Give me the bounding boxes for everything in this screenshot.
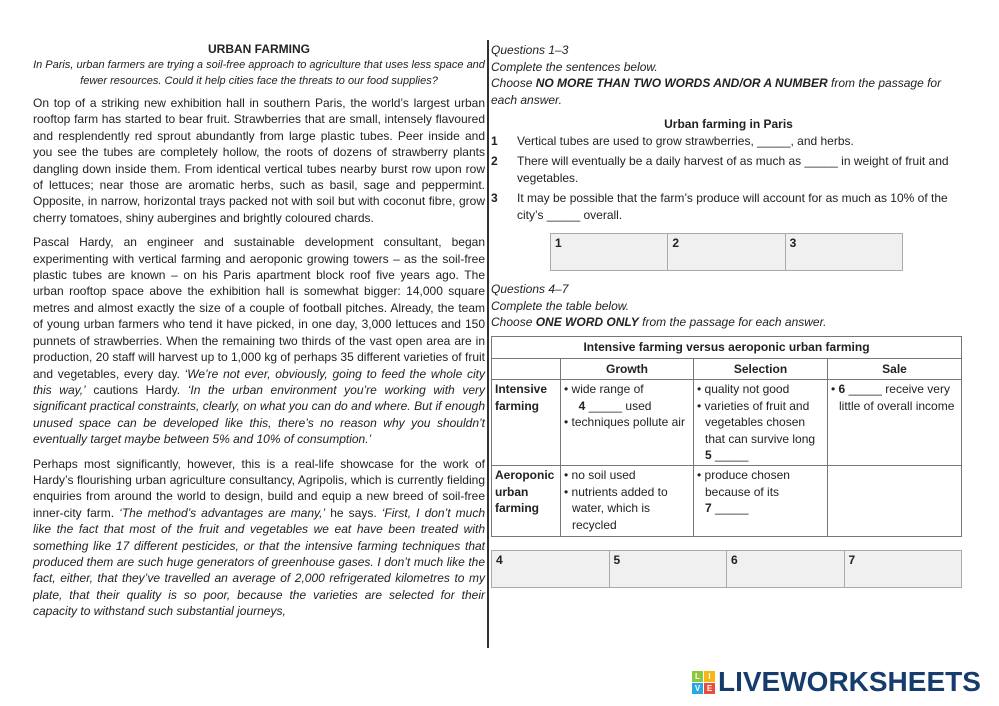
text: Pascal Hardy, an engineer and sustainable development consultant, began experimenting with vertical farming and aeroponic growing towers – as the soil-free plastic tubes are known – on his Paris apartment block roof five years ago. The urban rooftop space above the exhibition hall is somewhat bigger: 14,000 square metres and almost exactly the size of a couple of football pitches. Already, the team of young urban farmers who tend it have picked, in one day, 3,000 lettuces and 150 punnets of strawberries. When the remaining two thirds of the vast open area are in production, 20 staff will harvest up to 1,000 kg of perhaps 35 different varieties of fruit and vegetables, every day.	[33, 235, 485, 381]
answer-input-5[interactable]: 5	[610, 551, 728, 587]
question-item	[491, 153, 966, 186]
gap-number: 5	[705, 448, 712, 462]
row-header: Intensive farming	[492, 380, 561, 466]
question-item	[491, 133, 966, 150]
row-header: Aeroponic urban farming	[492, 466, 561, 537]
col-header: Selection	[694, 358, 828, 380]
text: Choose	[491, 315, 536, 329]
passage-title: URBAN FARMING	[208, 42, 310, 56]
quote: ‘We’re not ever, obviously, going to feed the whole city this way,’	[33, 366, 486, 397]
text: quality not good	[704, 382, 790, 396]
questions-heading: Questions 4–7	[491, 282, 569, 296]
tile: V	[692, 683, 703, 694]
comparison-table	[491, 336, 962, 537]
tile: E	[704, 683, 715, 694]
answer-input-3[interactable]: 3	[789, 236, 797, 250]
passage-subtitle: In Paris, urban farmers are trying a soil-free approach to agriculture that uses less space and fewer resources. Could it help cities face the threats to our food supplies?	[33, 59, 485, 87]
tile: I	[704, 671, 715, 682]
emphasis: NO MORE THAN TWO WORDS AND/OR A NUMBER	[535, 76, 828, 90]
column-divider	[487, 40, 489, 648]
gap-number: 7	[705, 501, 712, 515]
gap-number: 6	[838, 382, 846, 396]
bullet: • 6 _____ receive very little of overall income	[831, 382, 955, 413]
question-number: 2	[491, 154, 498, 168]
text: techniques pollute air	[571, 415, 685, 429]
cell	[828, 380, 962, 466]
answer-input-2[interactable]: 2	[668, 234, 785, 270]
quote: ‘First, I don’t much like the fact that most of the fruit and vegetables we eat have been treated with something like 17 different pesticides, or that the intensive farming techniques that produced them are such huge generators of greenhouse gases. I don’t much like the fact, either, that they’ve travelled an average of 2,000 refrigerated kilometres to my plate, that their quality is so poor, because the varieties are selected for their capacity to withstand such substantial journeys,	[33, 505, 486, 619]
bullet: • techniques pollute air	[564, 415, 685, 429]
text: no soil used	[571, 468, 636, 482]
text: wide range of	[571, 382, 644, 396]
bullet: • wide range of 4 _____ used	[564, 382, 652, 413]
question-text: It may be possible that the farm’s produce will account for as much as 10% of the city’s _____ overall.	[517, 191, 948, 222]
text: he says.	[325, 505, 382, 520]
instruction	[491, 314, 966, 331]
text: Choose	[491, 76, 536, 90]
text: _____	[711, 448, 749, 462]
table-row	[492, 380, 962, 466]
answer-boxes-1-3	[550, 233, 903, 271]
cell	[694, 380, 828, 466]
table-title: Intensive farming versus aeroponic urban farming	[492, 337, 962, 359]
text: _____ used	[585, 398, 652, 413]
logo-text: LIVEWORKSHEETS	[718, 666, 981, 697]
text: cautions Hardy.	[85, 382, 188, 397]
bullet: • quality not good	[697, 382, 790, 396]
gap-number: 4	[578, 398, 586, 413]
paragraph-1: On top of a striking new exhibition hall in southern Paris, the world’s largest urban rooftop farm has started to bear fruit. Strawberries that are small, intensely flavoured and resplendently red sprout abundantly from large plastic tubes. Peer inside and you see the tubes are completely hollow, the roots of dozens of strawberry plants dangling down inside them. From identical vertical tubes nearby burst row upon row of lettuces; near those are aromatic herbs, such as basil, sage and peppermint. Opposite, in narrow, horizontal trays packed not with soil but with coconut fibre, grow cherry tomatoes, shiny aubergines and brightly coloured chards.	[33, 96, 485, 225]
answer-input-4[interactable]: 4	[492, 551, 610, 587]
answer-input-6[interactable]: 6	[727, 551, 845, 587]
text: Perhaps most significantly, however, this is a real-life showcase for the work of Hardy’s flourishing urban agriculture consultancy, Agripolis, which is currently fielding enquiries from around the world to design, build and equip a new breed of soil-free inner-city farm.	[33, 456, 485, 520]
quote: ‘The method’s advantages are many,’	[119, 505, 326, 520]
questions-4-7	[491, 281, 966, 331]
text: nutrients added to water, which is recycled	[571, 484, 668, 532]
text: from the passage for each answer.	[491, 76, 942, 107]
instruction: Complete the table below.	[491, 298, 630, 313]
cell	[828, 466, 962, 537]
logo-tiles-icon	[692, 671, 715, 694]
answer-input-7[interactable]: 7	[848, 553, 856, 567]
text: from the passage for each answer.	[638, 315, 827, 329]
cell	[694, 466, 828, 537]
section-title: Urban farming in Paris	[664, 117, 793, 131]
text: _____ receive very little of overall income	[839, 382, 955, 413]
question-number: 1	[491, 133, 498, 148]
text: produce chosen because of its	[704, 468, 790, 499]
cell	[561, 466, 694, 537]
col-header: Sale	[828, 358, 962, 380]
question-text: Vertical tubes are used to grow strawberries, _____, and herbs.	[517, 133, 854, 148]
question-text: There will eventually be a daily harvest of as much as _____ in weight of fruit and vegetables.	[517, 154, 949, 185]
answer-input-1[interactable]: 1	[551, 234, 668, 270]
text: _____	[711, 501, 749, 515]
empty-header	[492, 358, 561, 380]
emphasis: ONE WORD ONLY	[535, 315, 639, 329]
tile: L	[692, 671, 703, 682]
col-header: Growth	[561, 358, 694, 380]
liveworksheets-logo	[692, 668, 981, 696]
question-item	[491, 190, 966, 223]
cell	[561, 380, 694, 466]
questions-1-3	[491, 42, 966, 227]
instruction: Complete the sentences below.	[491, 59, 658, 74]
text: varieties of fruit and vegetables chosen that can survive long	[704, 398, 816, 446]
quote: ‘In the urban environment you’re working with very significant practical constraints, clearly, on what you can do and where. But if enough unused space can be developed like this, there’s no reason why you shouldn’t eventually target maybe between 5% and 10% of consumption.’	[33, 382, 485, 447]
question-number: 3	[491, 191, 498, 205]
reading-passage	[33, 42, 485, 628]
bullet: • no soil used	[564, 468, 636, 482]
bullet: • varieties of fruit and vegetables chosen that can survive long 5 _____	[697, 398, 816, 462]
paragraph-3	[33, 456, 485, 620]
paragraph-2	[33, 234, 485, 447]
table-row	[492, 466, 962, 537]
bullet: • produce chosen because of its 7 _____	[697, 468, 790, 515]
answer-boxes-4-7	[491, 550, 962, 588]
instruction	[491, 75, 966, 108]
questions-heading: Questions 1–3	[491, 43, 569, 57]
bullet: • nutrients added to water, which is recycled	[564, 484, 668, 532]
